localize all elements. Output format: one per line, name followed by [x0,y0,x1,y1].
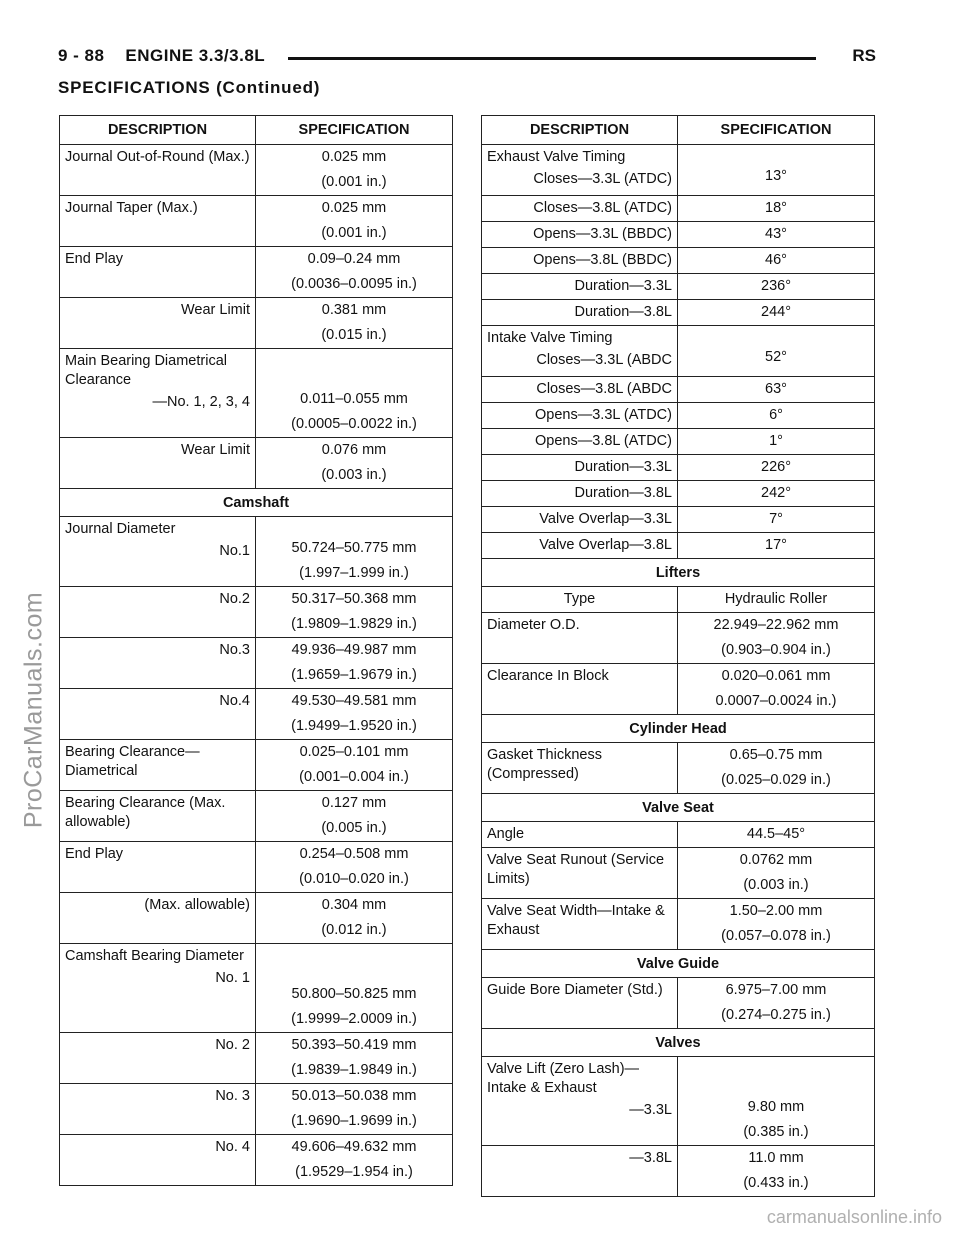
col-specification: SPECIFICATION [256,116,453,145]
table-row: Intake Valve Timing Closes—3.3L (ABDC 52° [482,326,875,377]
table-row: No.2 50.317–50.368 mm (1.9809–1.9829 in.) [60,587,453,638]
table-row: Closes—3.8L (ATDC) 18° [482,196,875,222]
table-row: Type Hydraulic Roller [482,587,875,613]
section-row-valve-guide: Valve Guide [482,950,875,978]
table-row: No.4 49.530–49.581 mm (1.9499–1.9520 in.) [60,689,453,740]
col-description: DESCRIPTION [482,116,678,145]
table-row: Duration—3.3L 226° [482,455,875,481]
table-row: Opens—3.3L (ATDC) 6° [482,403,875,429]
table-row: Journal Out-of-Round (Max.) 0.025 mm (0.001 in.) [60,145,453,196]
page-header [58,46,876,70]
table-row: No.3 49.936–49.987 mm (1.9659–1.9679 in.) [60,638,453,689]
table-row: Closes—3.8L (ABDC 63° [482,377,875,403]
table-row: Journal Diameter No.1 50.724–50.775 mm (1.997–1.999 in.) [60,517,453,587]
table-row: Wear Limit 0.076 mm (0.003 in.) [60,438,453,489]
table-row: Opens—3.8L (ATDC) 1° [482,429,875,455]
section-row-valves: Valves [482,1029,875,1057]
table-row: Camshaft Bearing Diameter No. 1 50.800–50.825 mm (1.9999–2.0009 in.) [60,944,453,1033]
table-row: (Max. allowable) 0.304 mm (0.012 in.) [60,893,453,944]
col-specification: SPECIFICATION [678,116,875,145]
table-row: Wear Limit 0.381 mm (0.015 in.) [60,298,453,349]
spec-table-right [481,115,875,1197]
table-row: Exhaust Valve Timing Closes—3.3L (ATDC) 13° [482,145,875,196]
table-row: Diameter O.D. 22.949–22.962 mm (0.903–0.904 in.) [482,613,875,664]
table-row: Bearing Clearance (Max. allowable) 0.127 mm (0.005 in.) [60,791,453,842]
col-description: DESCRIPTION [60,116,256,145]
table-header [482,116,875,145]
table-row: End Play 0.09–0.24 mm (0.0036–0.0095 in.) [60,247,453,298]
table-row: Gasket Thickness (Compressed) 0.65–0.75 mm (0.025–0.029 in.) [482,743,875,794]
watermark: ProCarManuals.com [19,591,48,829]
table-row: No. 3 50.013–50.038 mm (1.9690–1.9699 in.) [60,1084,453,1135]
table-row: Valve Seat Width—Intake & Exhaust 1.50–2.00 mm (0.057–0.078 in.) [482,899,875,950]
table-row: Duration—3.3L 236° [482,274,875,300]
table-row: —3.8L 11.0 mm (0.433 in.) [482,1146,875,1197]
table-row: Angle 44.5–45° [482,822,875,848]
section-row-camshaft: Camshaft [60,489,453,517]
table-row: Duration—3.8L 244° [482,300,875,326]
section-row-cylinder-head: Cylinder Head [482,715,875,743]
section-row-valve-seat: Valve Seat [482,794,875,822]
header-rule [288,57,816,60]
table-row: Bearing Clearance— Diametrical 0.025–0.101 mm (0.001–0.004 in.) [60,740,453,791]
footer-watermark: carmanualsonline.info [766,1207,942,1227]
table-row: End Play 0.254–0.508 mm (0.010–0.020 in.) [60,842,453,893]
table-row: Main Bearing Diametrical Clearance —No. 1, 2, 3, 4 0.011–0.055 mm (0.0005–0.0022 in.) [60,349,453,438]
table-row: Valve Overlap—3.8L 17° [482,533,875,559]
table-row: Valve Overlap—3.3L 7° [482,507,875,533]
page-ref: 9 - 88 ENGINE 3.3/3.8L [58,46,275,66]
section-code: RS [852,46,876,65]
spec-table-left [59,115,453,1186]
table-row: Duration—3.8L 242° [482,481,875,507]
table-row: No. 4 49.606–49.632 mm (1.9529–1.954 in.) [60,1135,453,1186]
table-row: No. 2 50.393–50.419 mm (1.9839–1.9849 in.) [60,1033,453,1084]
section-row-lifters: Lifters [482,559,875,587]
table-row: Opens—3.3L (BBDC) 43° [482,222,875,248]
table-row: Guide Bore Diameter (Std.) 6.975–7.00 mm (0.274–0.275 in.) [482,978,875,1029]
section-title: ENGINE 3.3/3.8L [125,46,266,65]
page-title: SPECIFICATIONS (Continued) [58,78,321,97]
table-row: Opens—3.8L (BBDC) 46° [482,248,875,274]
table-row: Journal Taper (Max.) 0.025 mm (0.001 in.) [60,196,453,247]
table-row: Clearance In Block 0.020–0.061 mm 0.0007–0.0024 in.) [482,664,875,715]
table-header [60,116,453,145]
table-row: Valve Lift (Zero Lash)—Intake & Exhaust —3.3L 9.80 mm (0.385 in.) [482,1057,875,1146]
table-row: Valve Seat Runout (Service Limits) 0.0762 mm (0.003 in.) [482,848,875,899]
